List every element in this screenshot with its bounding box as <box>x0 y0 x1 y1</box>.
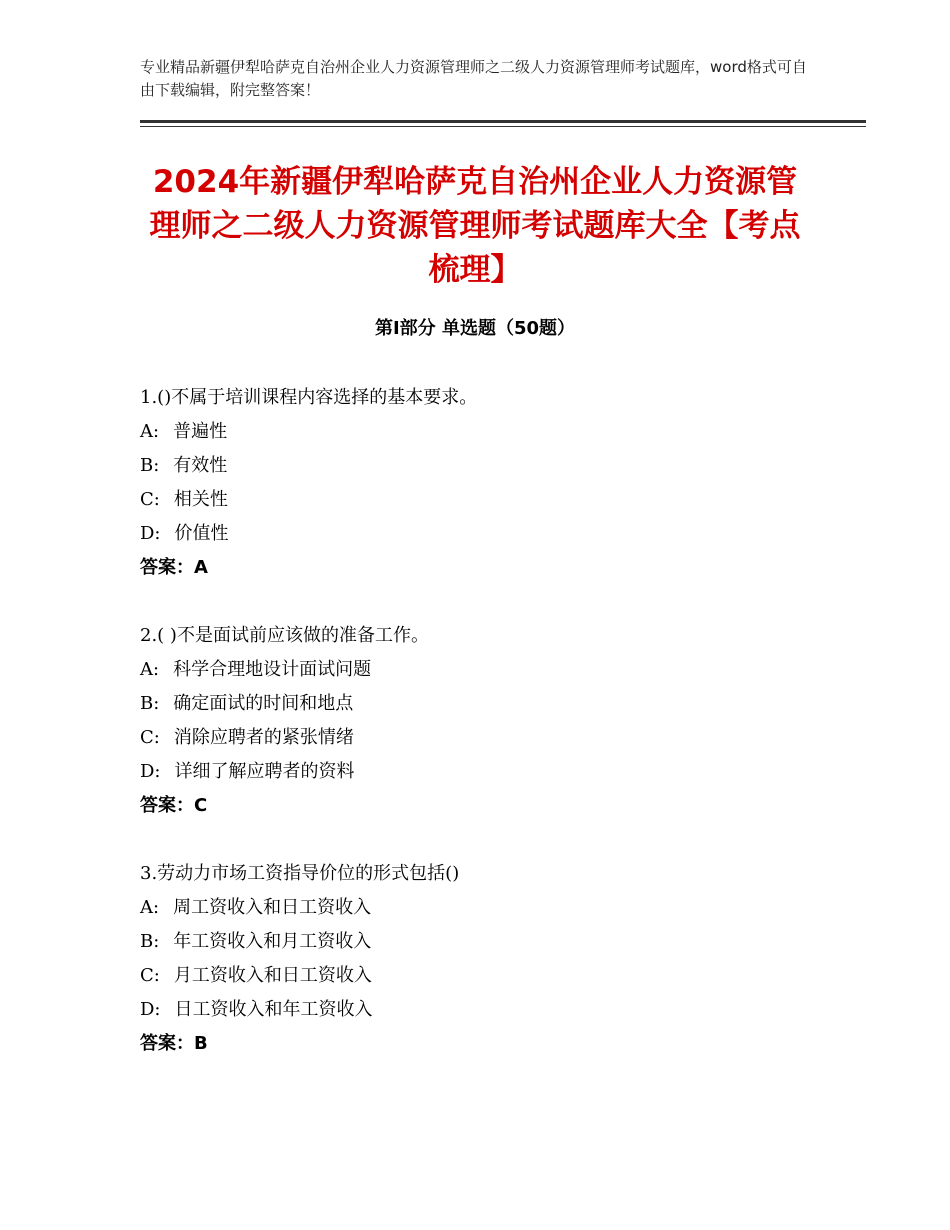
option-text: 月工资收入和日工资收入 <box>173 965 372 986</box>
option-text: 科学合理地设计面试问题 <box>173 659 372 680</box>
option-text: 详细了解应聘者的资料 <box>174 761 355 782</box>
question-3 <box>140 857 840 1061</box>
option-text: 相关性 <box>173 489 228 510</box>
header-rule-thick <box>140 120 866 123</box>
question-stem: 2.( )不是面试前应该做的准备工作。 <box>140 625 429 646</box>
option-a <box>140 415 840 449</box>
option-label: A: <box>140 421 160 442</box>
option-label: A: <box>140 659 160 680</box>
section-heading: 第Ⅰ部分 单选题（50题） <box>374 318 575 339</box>
option-label: A: <box>140 897 160 918</box>
option-label: C: <box>140 727 160 748</box>
header-note: 专业精品新疆伊犁哈萨克自治州企业人力资源管理师之二级人力资源管理师考试题库，word格式可自由下载编辑，附完整答案！ <box>140 58 807 99</box>
option-text: 日工资收入和年工资收入 <box>174 999 373 1020</box>
option-text: 确定面试的时间和地点 <box>173 693 354 714</box>
option-a <box>140 891 840 925</box>
question-1 <box>140 381 840 585</box>
option-b <box>140 449 840 483</box>
option-label: D: <box>140 761 161 782</box>
option-text: 普遍性 <box>173 421 228 442</box>
option-label: B: <box>140 455 160 476</box>
header-rule-thin <box>140 126 866 127</box>
option-label: B: <box>140 693 160 714</box>
option-label: C: <box>140 965 160 986</box>
option-label: D: <box>140 523 161 544</box>
option-text: 消除应聘者的紧张情绪 <box>173 727 354 748</box>
answer: 答案：A <box>140 557 208 578</box>
option-label: D: <box>140 999 161 1020</box>
question-stem: 3.劳动力市场工资指导价位的形式包括() <box>140 863 460 884</box>
answer: 答案：C <box>140 795 208 816</box>
document-title: 2024年新疆伊犁哈萨克自治州企业人力资源管理师之二级人力资源管理师考试题库大全【考点梳理】 <box>149 164 801 288</box>
option-label: C: <box>140 489 160 510</box>
option-text: 有效性 <box>173 455 228 476</box>
option-a <box>140 653 840 687</box>
question-stem: 1.()不属于培训课程内容选择的基本要求。 <box>140 387 478 408</box>
option-c <box>140 483 840 517</box>
option-d <box>140 993 840 1027</box>
option-label: B: <box>140 931 160 952</box>
option-c <box>140 959 840 993</box>
option-d <box>140 517 840 551</box>
option-b <box>140 925 840 959</box>
option-text: 年工资收入和月工资收入 <box>173 931 372 952</box>
option-c <box>140 721 840 755</box>
option-b <box>140 687 840 721</box>
option-text: 周工资收入和日工资收入 <box>173 897 372 918</box>
option-text: 价值性 <box>174 523 229 544</box>
option-d <box>140 755 840 789</box>
question-2 <box>140 619 840 823</box>
answer: 答案：B <box>140 1033 208 1054</box>
